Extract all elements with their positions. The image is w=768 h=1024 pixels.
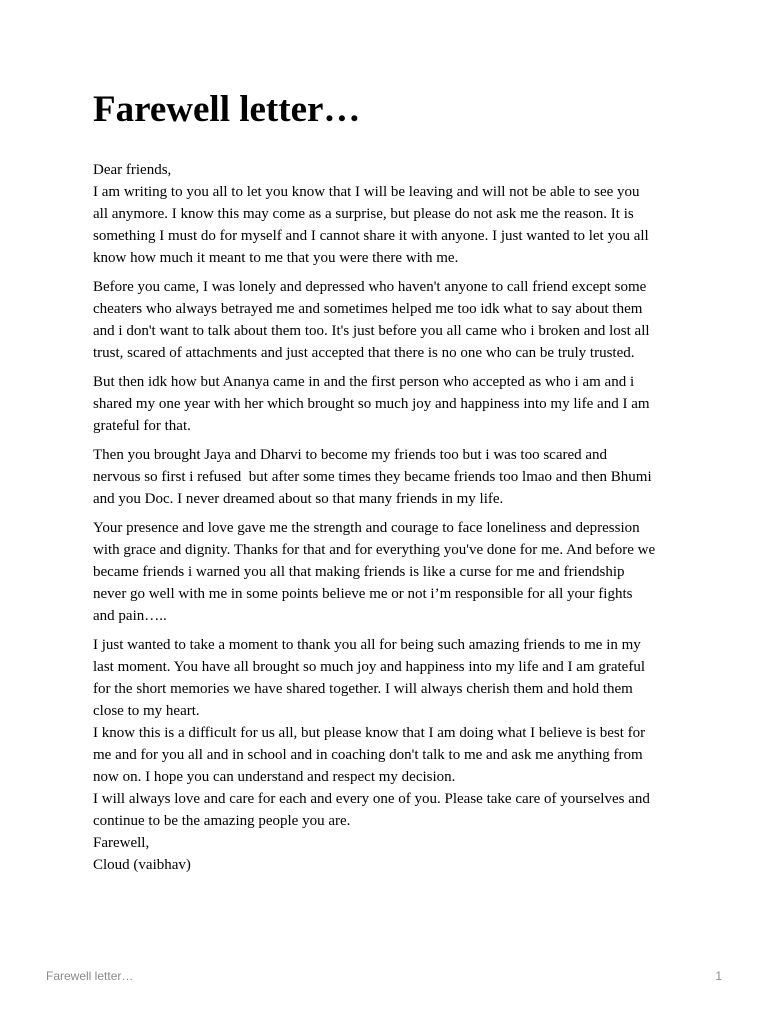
paragraph-spacer <box>93 510 693 517</box>
text-line: shared my one year with her which brought so much joy and happiness into my life and I am <box>93 396 650 412</box>
paragraph-spacer <box>93 364 693 371</box>
text-line: became friends i warned you all that making friends is like a curse for me and friendship <box>93 564 625 580</box>
text-line: grateful for that. <box>93 418 191 434</box>
text-line: with grace and dignity. Thanks for that and for everything you've done for me. And before we <box>93 542 656 558</box>
text-line: But then idk how but Ananya came in and the first person who accepted as who i am and i <box>93 374 635 390</box>
text-line: I just wanted to take a moment to thank you all for being such amazing friends to me in my <box>93 637 641 653</box>
text-line: for the short memories we have shared together. I will always cherish them and hold them <box>93 681 633 697</box>
letter-body <box>93 159 693 876</box>
text-line: continue to be the amazing people you are. <box>93 813 351 829</box>
paragraph-spacer <box>93 627 693 634</box>
text-line: I will always love and care for each and every one of you. Please take care of yourselves and <box>93 791 650 807</box>
paragraph-spacer <box>93 269 693 276</box>
text-line: Dear friends, <box>93 162 172 178</box>
paragraph <box>93 634 693 876</box>
text-line: I am writing to you all to let you know that I will be leaving and will not be able to see you <box>93 184 640 200</box>
text-line: know how much it meant to me that you were there with me. <box>93 250 459 266</box>
text-line: and pain….. <box>93 608 167 624</box>
text-line: Then you brought Jaya and Dharvi to become my friends too but i was too scared and <box>93 447 608 463</box>
text-line: something I must do for myself and I cannot share it with anyone. I just wanted to let you all <box>93 228 649 244</box>
paragraph <box>93 517 693 627</box>
text-line: trust, scared of attachments and just accepted that there is no one who can be truly trusted. <box>93 345 635 361</box>
page-title: Farewell letter… <box>93 89 361 130</box>
paragraph <box>93 371 693 437</box>
text-line: and you Doc. I never dreamed about so that many friends in my life. <box>93 491 504 507</box>
text-line: never go well with me in some points believe me or not i’m responsible for all your fights <box>93 586 633 602</box>
text-line: nervous so first i refused but after some times they became friends too lmao and then Bhumi <box>93 469 652 485</box>
text-line: Cloud (vaibhav) <box>93 857 191 873</box>
text-line: cheaters who always betrayed me and sometimes helped me too idk what to say about them <box>93 301 643 317</box>
paragraph-spacer <box>93 437 693 444</box>
footer-document-title: Farewell letter… <box>46 969 134 983</box>
text-line: Before you came, I was lonely and depressed who haven't anyone to call friend except some <box>93 279 647 295</box>
footer-page-number: 1 <box>715 969 722 983</box>
paragraph <box>93 159 693 269</box>
paragraph <box>93 276 693 364</box>
text-line: all anymore. I know this may come as a surprise, but please do not ask me the reason. It is <box>93 206 634 222</box>
text-line: Your presence and love gave me the strength and courage to face loneliness and depression <box>93 520 640 536</box>
paragraph <box>93 444 693 510</box>
text-line: I know this is a difficult for us all, but please know that I am doing what I believe is best for <box>93 725 646 741</box>
text-line: Farewell, <box>93 835 150 851</box>
text-line: last moment. You have all brought so much joy and happiness into my life and I am grateful <box>93 659 645 675</box>
text-line: me and for you all and in school and in coaching don't talk to me and ask me anything from <box>93 747 643 763</box>
text-line: and i don't want to talk about them too. It's just before you all came who i broken and lost all <box>93 323 650 339</box>
text-line: now on. I hope you can understand and respect my decision. <box>93 769 456 785</box>
text-line: close to my heart. <box>93 703 200 719</box>
